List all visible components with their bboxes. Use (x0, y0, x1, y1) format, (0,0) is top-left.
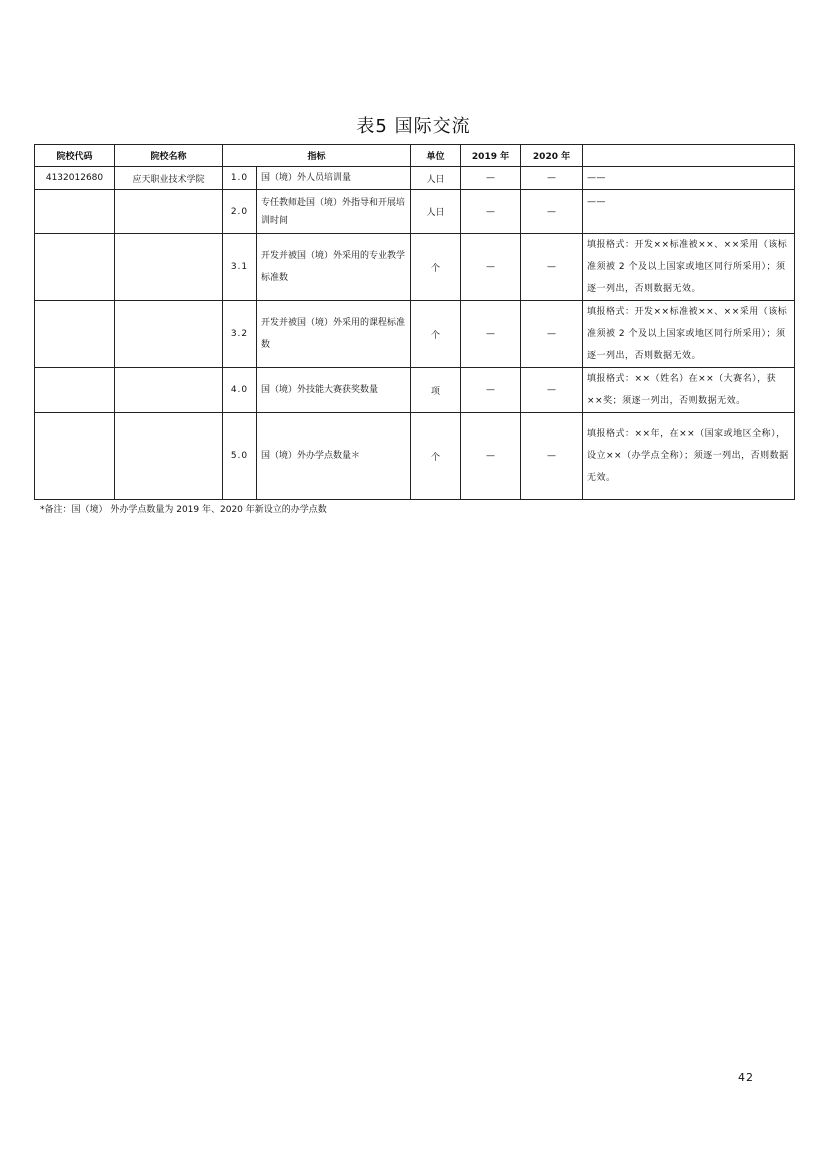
cell-note: —— (583, 190, 795, 234)
cell-note: 填报格式：××（姓名）在××（大赛名），获××奖；须逐一列出，否则数据无效。 (583, 368, 795, 413)
cell-2019: — (461, 368, 521, 413)
cell-2019: — (461, 234, 521, 301)
cell-seq: 2.0 (223, 190, 257, 234)
cell-indicator: 开发并被国（境）外采用的课程标准数 (257, 301, 411, 368)
cell-2019: — (461, 190, 521, 234)
cell-2019: — (461, 413, 521, 500)
cell-note: 填报格式：开发××标准被××、××采用（该标准须被 2 个及以上国家或地区同行所采用）；须逐一列出，否则数据无效。 (583, 301, 795, 368)
table-row (35, 368, 795, 413)
header-unit: 单位 (411, 145, 461, 167)
cell-seq: 1.0 (223, 167, 257, 190)
table-row (35, 413, 795, 500)
table-row (35, 234, 795, 301)
cell-code (35, 368, 115, 413)
cell-2020: — (521, 234, 583, 301)
cell-seq: 5.0 (223, 413, 257, 500)
cell-seq: 3.1 (223, 234, 257, 301)
table-row (35, 167, 795, 190)
cell-indicator: 开发并被国（境）外采用的专业教学标准数 (257, 234, 411, 301)
cell-name (115, 190, 223, 234)
header-name: 院校名称 (115, 145, 223, 167)
cell-2020: — (521, 190, 583, 234)
cell-code (35, 413, 115, 500)
page-number: 42 (738, 1071, 754, 1084)
footnote: *备注：国（境） 外办学点数量为 2019 年、2020 年新设立的办学点数 (40, 505, 327, 515)
header-2020: 2020 年 (521, 145, 583, 167)
cell-name (115, 234, 223, 301)
cell-2020: — (521, 167, 583, 190)
cell-indicator: 国（境）外技能大赛获奖数量 (257, 368, 411, 413)
cell-note: 填报格式：开发××标准被××、××采用（该标准须被 2 个及以上国家或地区同行所采用）；须逐一列出，否则数据无效。 (583, 234, 795, 301)
cell-code (35, 301, 115, 368)
cell-unit: 个 (411, 234, 461, 301)
table-header-row (35, 145, 795, 167)
table-row (35, 190, 795, 234)
cell-seq: 3.2 (223, 301, 257, 368)
cell-unit: 项 (411, 368, 461, 413)
cell-unit: 个 (411, 413, 461, 500)
cell-indicator: 国（境）外人员培训量 (257, 167, 411, 190)
cell-2020: — (521, 301, 583, 368)
header-2019: 2019 年 (461, 145, 521, 167)
cell-code: 4132012680 (35, 167, 115, 190)
cell-name (115, 301, 223, 368)
cell-unit: 人日 (411, 190, 461, 234)
header-note (583, 145, 795, 167)
cell-indicator: 专任教师赴国（境）外指导和开展培训时间 (257, 190, 411, 234)
cell-unit: 个 (411, 301, 461, 368)
cell-name (115, 413, 223, 500)
cell-code (35, 190, 115, 234)
cell-2020: — (521, 368, 583, 413)
cell-seq: 4.0 (223, 368, 257, 413)
cell-name (115, 368, 223, 413)
cell-name: 应天职业技术学院 (115, 167, 223, 190)
cell-2019: — (461, 167, 521, 190)
cell-2019: — (461, 301, 521, 368)
cell-2020: — (521, 413, 583, 500)
cell-note: —— (583, 167, 795, 190)
header-code: 院校代码 (35, 145, 115, 167)
international-exchange-table (34, 144, 795, 500)
table-title: 表5 国际交流 (356, 116, 471, 137)
cell-note: 填报格式：××年，在××（国家或地区全称），设立××（办学点全称）；须逐一列出，否则数据无效。 (583, 413, 795, 500)
table-row (35, 301, 795, 368)
cell-unit: 人日 (411, 167, 461, 190)
header-indicator: 指标 (223, 145, 411, 167)
cell-indicator: 国（境）外办学点数量＊ (257, 413, 411, 500)
cell-code (35, 234, 115, 301)
